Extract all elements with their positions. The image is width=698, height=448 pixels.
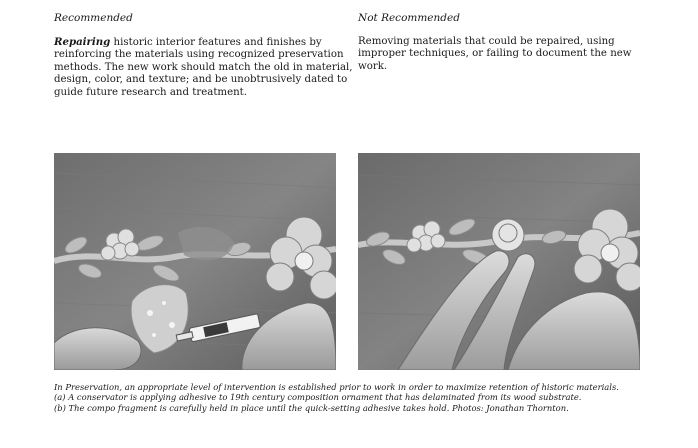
caption-line-1: In Preservation, an appropriate level of intervention is established prior to work in order to maximize retention of historic materials.: [54, 382, 619, 392]
recommended-heading: Recommended: [54, 12, 133, 24]
recommended-column: [54, 12, 354, 99]
caption-line-3: (b) The compo fragment is carefully held in place until the quick-setting adhesive takes hold. Photos: Jonathan Thornton.: [54, 402, 569, 413]
photo-a: [54, 153, 336, 370]
caption-line-2: (a) A conservator is applying adhesive to 19th century composition ornament that has delaminated from its wood substrate.: [54, 392, 582, 403]
photo-applying-adhesive: [54, 153, 336, 370]
not-recommended-text: Removing materials that could be repaired, using improper techniques, or failing to document the new work.: [358, 36, 632, 72]
photo-b: [358, 153, 640, 370]
figure-caption: [54, 382, 664, 413]
not-recommended-heading: Not Recommended: [358, 12, 460, 24]
recommended-body: historic interior features and finishes by reinforcing the materials using recognized preservation methods. The new work should match the old in material, design, color, and texture; and be unobtrusively dated to guide future research and treatment.: [54, 37, 353, 98]
photo-holding-fragment: [358, 153, 640, 370]
not-recommended-column: [358, 12, 648, 73]
recommended-lead-word: Repairing: [54, 36, 111, 48]
recommended-text: [54, 36, 354, 99]
